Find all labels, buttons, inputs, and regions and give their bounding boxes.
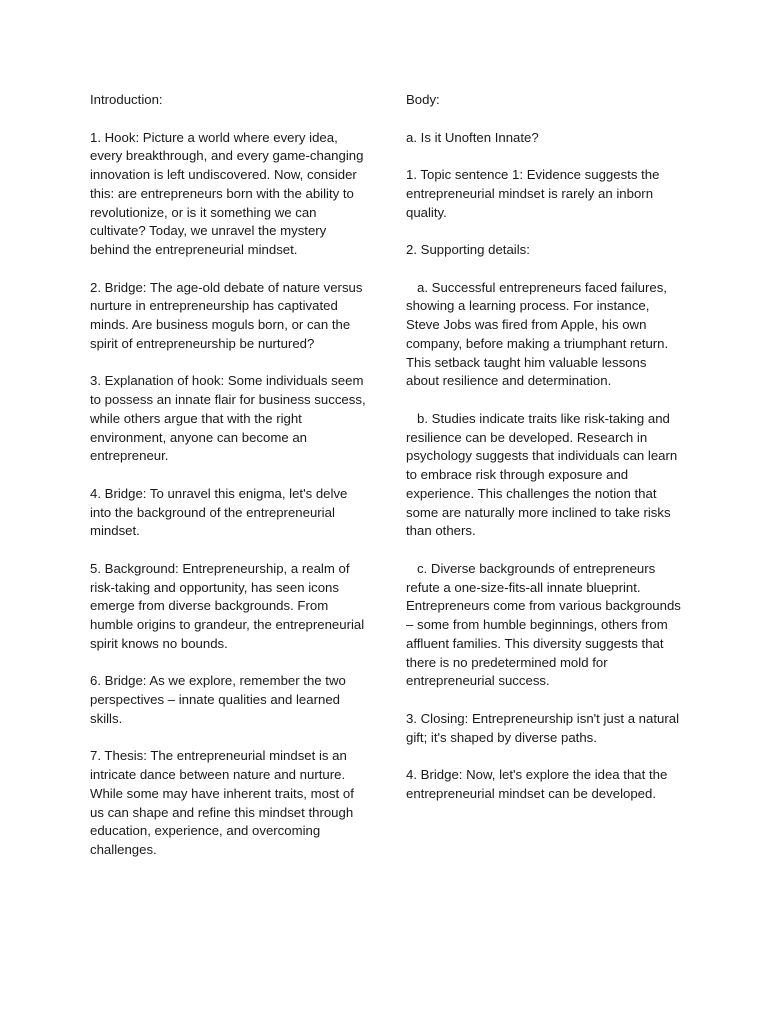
body-topic-sentence: 1. Topic sentence 1: Evidence suggests the entrepreneurial mindset is rarely an inborn quality. xyxy=(406,167,664,220)
intro-bridge-2-paragraph: 4. Bridge: To unravel this enigma, let's delve into the background of the entrepreneurial mindset. xyxy=(90,485,352,539)
body-closing: 3. Closing: Entrepreneurship isn't just a natural gift; it's shaped by diverse paths. xyxy=(406,710,683,745)
body-detail-b: b. Studies indicate traits like risk-taking and resilience can be developed. Research in psychology suggests that individuals can learn to embrace risk through exposure and experience. This challenges the notion that some are naturally more inclined to take risks than others. xyxy=(406,410,681,539)
body-bridge: 4. Bridge: Now, let's explore the idea that the entrepreneurial mindset can be developed. xyxy=(406,767,671,801)
body-supporting-details-label: 2. Supporting details: xyxy=(406,242,530,257)
intro-hook-explanation-paragraph: 3. Explanation of hook: Some individuals seem to possess an innate flair for business success, while others argue that with the right environment, anyone can become an entrepreneur. xyxy=(90,373,370,464)
body-column xyxy=(406,91,685,804)
intro-bridge-paragraph: 2. Bridge: The age-old debate of nature versus nurture in entrepreneurship has captivated minds. Are business moguls born, or can the spirit of entrepreneurship be nurtured? xyxy=(90,279,367,351)
intro-thesis-paragraph: 7. Thesis: The entrepreneurial mindset is an intricate dance between nature and nurture. While some may have inherent traits, most of us can shape and refine this mindset through education, experience, and overcoming challenges. xyxy=(90,748,358,857)
intro-background-paragraph: 5. Background: Entrepreneurship, a realm of risk-taking and opportunity, has seen icons emerge from diverse backgrounds. From humble origins to grandeur, the entrepreneurial spirit knows no bounds. xyxy=(90,560,368,651)
body-heading: Body: xyxy=(406,92,440,107)
intro-hook-paragraph: 1. Hook: Picture a world where every idea, every breakthrough, and every game-changing innovation is left undiscovered. Now, consider this: are entrepreneurs born with the ability to revolutionize, or is it something we can cultivate? Today, we unravel the mystery behind the entrepreneurial mindset. xyxy=(90,129,368,257)
introduction-heading: Introduction: xyxy=(90,92,163,107)
introduction-column xyxy=(90,91,370,860)
body-detail-a: a. Successful entrepreneurs faced failures, showing a learning process. For instance, Steve Jobs was fired from Apple, his own company, before making a triumphant return. This setback taught him valuable lessons about resilience and determination. xyxy=(406,279,672,389)
body-detail-c: c. Diverse backgrounds of entrepreneurs refute a one-size-fits-all innate blueprint. Entrepreneurs come from various backgrounds – some from humble beginnings, others from affluent families. This diversity suggests that there is no predetermined mold for entrepreneurial success. xyxy=(406,560,685,689)
intro-bridge-3-paragraph: 6. Bridge: As we explore, remember the two perspectives – innate qualities and learned skills. xyxy=(90,673,350,726)
body-subheading: a. Is it Unoften Innate? xyxy=(406,129,539,145)
